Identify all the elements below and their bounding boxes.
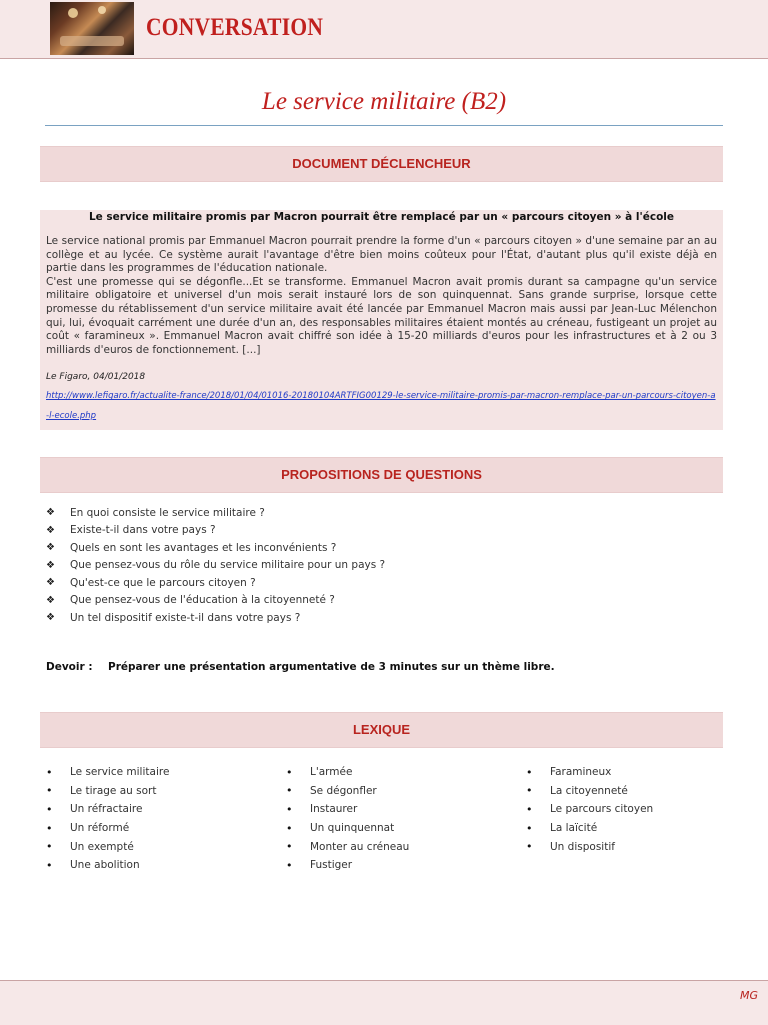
bullet-icon: • (526, 784, 533, 798)
bullet-icon: • (286, 784, 293, 798)
bullet-icon: • (286, 840, 293, 854)
bullet-icon: • (286, 858, 293, 872)
list-item: • La citoyenneté (526, 784, 628, 798)
list-item: • Monter au créneau (286, 840, 410, 854)
diamond-bullet-icon: ❖ (46, 594, 55, 606)
bullet-icon: • (46, 840, 53, 854)
list-item: ❖ Qu'est-ce que le parcours citoyen ? (46, 576, 256, 589)
list-item: • L'armée (286, 765, 353, 779)
diamond-bullet-icon: ❖ (46, 612, 55, 624)
lexique-column-1 (46, 763, 169, 875)
lexique-column-3 (526, 763, 653, 856)
list-item: • Le service militaire (46, 765, 170, 779)
bullet-icon: • (286, 802, 293, 816)
homework-text: Préparer une présentation argumentative de 3 minutes sur un thème libre. (108, 661, 555, 673)
questions-list (46, 504, 726, 627)
footer-initials: MG (739, 989, 758, 1002)
bullet-icon: • (46, 784, 53, 798)
diamond-bullet-icon: ❖ (46, 559, 55, 571)
page-title: Le service militaire (B2) (261, 88, 507, 115)
document-link[interactable]: http://www.lefigaro.fr/actualite-france/2018/01/04/01016-20180104ARTFIG00129-le-service-militaire-promis-par-macron-remplace-par-un-parcours-citoyen-a-l-ecole.php (46, 391, 716, 421)
bullet-icon: • (286, 765, 293, 779)
list-item: • Un réfractaire (46, 802, 143, 816)
page-footer (0, 980, 768, 1025)
list-item: • Se dégonfler (286, 784, 377, 798)
list-item: • Un quinquennat (286, 821, 395, 835)
list-item: ❖ Que pensez-vous du rôle du service militaire pour un pays ? (46, 559, 386, 572)
lexique-column-2 (286, 763, 409, 875)
list-item: • Instaurer (286, 802, 358, 816)
document-paragraph-2: C'est une promesse qui se dégonfle...Et se transforme. Emmanuel Macron avait promis durant sa campagne qu'un service militaire obligatoire et universel d'un mois serait instauré lors de son quinquennat. Sans grande surprise, lorsque cette promesse du rétablissement d'un service militaire avait été lancée par Emmanuel Macron mais aussi par Jean-Luc Mélenchon qui, lui, évoquait carrément une durée d'un an, des responsables militaires étaient montés au créneau, fustigeant un projet au coût « faramineux ». Emmanuel Macron avait chiffré son idée à 15-20 milliards d'euros pour les infrastructures et à 2 ou 3 milliards d'euros de fonctionnement. [...] (46, 275, 717, 356)
document-heading: Le service militaire promis par Macron pourrait être remplacé par un « parcours citoyen » à l'école (88, 211, 675, 223)
homework-label: Devoir : (46, 661, 93, 673)
list-item: • Une abolition (46, 858, 140, 872)
bullet-icon: • (526, 802, 533, 816)
restaurant-photo-icon (50, 2, 134, 55)
list-item: • Le parcours citoyen (526, 802, 654, 816)
list-item: ❖ En quoi consiste le service militaire ? (46, 506, 265, 519)
bullet-icon: • (46, 765, 53, 779)
diamond-bullet-icon: ❖ (46, 524, 55, 536)
list-item: • Faramineux (526, 765, 612, 779)
bullet-icon: • (46, 802, 53, 816)
section-band-document: DOCUMENT DÉCLENCHEUR (40, 146, 723, 182)
list-item: ❖ Existe-t-il dans votre pays ? (46, 524, 216, 537)
document-paragraph-1: Le service national promis par Emmanuel Macron pourrait prendre la forme d'un « parcours citoyen » d'une semaine par an au collège et au lycée. Ce système aurait l'avantage d'être bien moins coûteux pour l'État, d'autant plus qu'il existe déjà en partie dans les programmes de l'éducation nationale. (46, 235, 717, 275)
title-divider (45, 125, 723, 126)
list-item: • Un réformé (46, 821, 130, 835)
diamond-bullet-icon: ❖ (46, 577, 55, 589)
document-source: Le Figaro, 04/01/2018 (46, 372, 146, 383)
list-item: ❖ Un tel dispositif existe-t-il dans votre pays ? (46, 611, 301, 624)
document-box (40, 210, 723, 430)
bullet-icon: • (526, 840, 533, 854)
page-header (0, 0, 768, 59)
bullet-icon: • (286, 821, 293, 835)
list-item: ❖ Quels en sont les avantages et les inconvénients ? (46, 541, 337, 554)
list-item: • Fustiger (286, 858, 353, 872)
diamond-bullet-icon: ❖ (46, 507, 55, 519)
list-item: • Le tirage au sort (46, 784, 157, 798)
bullet-icon: • (526, 765, 533, 779)
homework-line (46, 661, 555, 673)
list-item: • La laïcité (526, 821, 598, 835)
bullet-icon: • (46, 858, 53, 872)
section-band-lexique: LEXIQUE (40, 712, 723, 748)
list-item: ❖ Que pensez-vous de l'éducation à la citoyenneté ? (46, 594, 335, 607)
section-band-questions: PROPOSITIONS DE QUESTIONS (40, 457, 723, 493)
bullet-icon: • (526, 821, 533, 835)
header-title: CONVERSATION (146, 14, 324, 41)
list-item: • Un dispositif (526, 840, 615, 854)
bullet-icon: • (46, 821, 53, 835)
list-item: • Un exempté (46, 840, 134, 854)
diamond-bullet-icon: ❖ (46, 542, 55, 554)
